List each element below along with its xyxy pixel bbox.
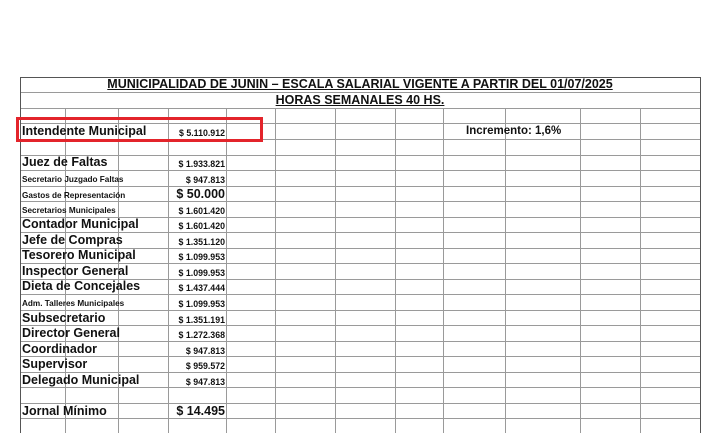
increment-label: Incremento: 1,6% (466, 125, 562, 137)
row-amount: $ 1.272.368 (178, 330, 225, 340)
row-label: Jornal Mínimo (22, 404, 107, 418)
row-label: Delegado Municipal (22, 373, 140, 387)
row-amount: $ 947.813 (185, 346, 225, 356)
row-amount: $ 1.601.420 (178, 206, 225, 216)
row-label: Adm. Talleres Municipales (22, 299, 125, 308)
row-amount: $ 1.437.444 (178, 283, 225, 293)
row-amount: $ 947.813 (185, 377, 225, 387)
row-label: Jefe de Compras (22, 233, 123, 247)
row-amount: $ 1.099.953 (178, 268, 225, 278)
row-label: Gastos de Representación (22, 191, 126, 200)
row-label: Supervisor (22, 357, 88, 371)
row-label: Intendente Municipal (22, 124, 147, 138)
row-label: Coordinador (22, 342, 97, 356)
row-label: Secretarios Municipales (22, 206, 116, 215)
row-amount: $ 1.351.120 (178, 237, 225, 247)
row-label: Inspector General (22, 264, 129, 278)
sheet-subtitle: HORAS SEMANALES 40 HS. (275, 93, 445, 107)
row-label: Contador Municipal (22, 217, 139, 231)
sheet-title: MUNICIPALIDAD DE JUNIN – ESCALA SALARIAL VIGENTE A PARTIR DEL 01/07/2025 (107, 77, 613, 91)
row-amount: $ 947.813 (185, 175, 225, 185)
row-label: Juez de Faltas (22, 155, 108, 169)
row-amount: $ 50.000 (176, 187, 225, 201)
row-label: Subsecretario (22, 311, 106, 325)
row-amount: $ 959.572 (185, 361, 225, 371)
row-amount: $ 5.110.912 (179, 128, 225, 138)
row-amount: $ 1.933.821 (178, 159, 225, 169)
row-amount: $ 1.351.191 (178, 315, 225, 325)
row-amount: $ 1.601.420 (178, 221, 225, 231)
row-label: Dieta de Concejales (22, 279, 141, 293)
row-amount: $ 1.099.953 (178, 299, 225, 309)
row-amount: $ 1.099.953 (178, 252, 225, 262)
row-label: Director General (22, 326, 120, 340)
row-amount: $ 14.495 (176, 404, 225, 418)
row-label: Secretario Juzgado Faltas (22, 175, 124, 184)
row-label: Tesorero Municipal (22, 248, 136, 262)
